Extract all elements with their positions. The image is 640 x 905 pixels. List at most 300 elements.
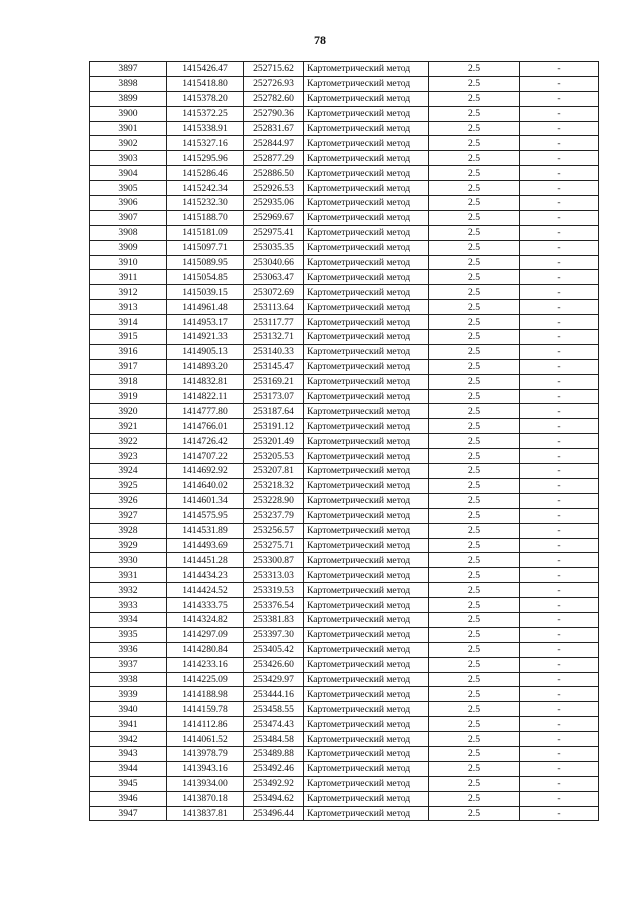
accuracy-cell: 2.5 <box>429 91 520 106</box>
x-coordinate-cell: 1415418.80 <box>167 76 244 91</box>
description-cell: - <box>520 657 599 672</box>
accuracy-cell: 2.5 <box>429 121 520 136</box>
method-cell: Картометрический метод <box>304 76 429 91</box>
x-coordinate-cell: 1415089.95 <box>167 255 244 270</box>
x-coordinate-cell: 1415286.46 <box>167 166 244 181</box>
table-row <box>90 449 599 464</box>
point-number-cell: 3920 <box>90 404 167 419</box>
description-cell: - <box>520 434 599 449</box>
table-row <box>90 612 599 627</box>
y-coordinate-cell: 253113.64 <box>244 300 304 315</box>
point-number-cell: 3905 <box>90 181 167 196</box>
point-number-cell: 3929 <box>90 538 167 553</box>
table-row <box>90 702 599 717</box>
point-number-cell: 3913 <box>90 300 167 315</box>
table-row <box>90 196 599 211</box>
y-coordinate-cell: 253187.64 <box>244 404 304 419</box>
accuracy-cell: 2.5 <box>429 508 520 523</box>
description-cell: - <box>520 806 599 821</box>
method-cell: Картометрический метод <box>304 478 429 493</box>
accuracy-cell: 2.5 <box>429 210 520 225</box>
point-number-cell: 3945 <box>90 776 167 791</box>
point-number-cell: 3917 <box>90 359 167 374</box>
point-number-cell: 3911 <box>90 270 167 285</box>
description-cell: - <box>520 538 599 553</box>
method-cell: Картометрический метод <box>304 240 429 255</box>
y-coordinate-cell: 253191.12 <box>244 419 304 434</box>
accuracy-cell: 2.5 <box>429 374 520 389</box>
table-row <box>90 493 599 508</box>
x-coordinate-cell: 1414640.02 <box>167 478 244 493</box>
point-number-cell: 3938 <box>90 672 167 687</box>
y-coordinate-cell: 253063.47 <box>244 270 304 285</box>
table-row <box>90 806 599 821</box>
accuracy-cell: 2.5 <box>429 598 520 613</box>
x-coordinate-cell: 1414601.34 <box>167 493 244 508</box>
method-cell: Картометрический метод <box>304 657 429 672</box>
method-cell: Картометрический метод <box>304 746 429 761</box>
table-row <box>90 62 599 77</box>
accuracy-cell: 2.5 <box>429 538 520 553</box>
x-coordinate-cell: 1413978.79 <box>167 746 244 761</box>
y-coordinate-cell: 253381.83 <box>244 612 304 627</box>
description-cell: - <box>520 717 599 732</box>
table-row <box>90 389 599 404</box>
x-coordinate-cell: 1414575.95 <box>167 508 244 523</box>
description-cell: - <box>520 374 599 389</box>
description-cell: - <box>520 181 599 196</box>
point-number-cell: 3943 <box>90 746 167 761</box>
x-coordinate-cell: 1414451.28 <box>167 553 244 568</box>
accuracy-cell: 2.5 <box>429 687 520 702</box>
description-cell: - <box>520 389 599 404</box>
table-row <box>90 121 599 136</box>
x-coordinate-cell: 1414692.92 <box>167 464 244 479</box>
description-cell: - <box>520 121 599 136</box>
x-coordinate-cell: 1415039.15 <box>167 285 244 300</box>
method-cell: Картометрический метод <box>304 761 429 776</box>
description-cell: - <box>520 687 599 702</box>
point-number-cell: 3904 <box>90 166 167 181</box>
description-cell: - <box>520 612 599 627</box>
method-cell: Картометрический метод <box>304 270 429 285</box>
x-coordinate-cell: 1414297.09 <box>167 627 244 642</box>
accuracy-cell: 2.5 <box>429 106 520 121</box>
accuracy-cell: 2.5 <box>429 627 520 642</box>
table-row <box>90 255 599 270</box>
description-cell: - <box>520 240 599 255</box>
method-cell: Картометрический метод <box>304 225 429 240</box>
x-coordinate-cell: 1413934.00 <box>167 776 244 791</box>
table-row <box>90 166 599 181</box>
description-cell: - <box>520 300 599 315</box>
accuracy-cell: 2.5 <box>429 493 520 508</box>
method-cell: Картометрический метод <box>304 627 429 642</box>
accuracy-cell: 2.5 <box>429 151 520 166</box>
description-cell: - <box>520 776 599 791</box>
accuracy-cell: 2.5 <box>429 702 520 717</box>
y-coordinate-cell: 253218.32 <box>244 478 304 493</box>
description-cell: - <box>520 315 599 330</box>
x-coordinate-cell: 1414188.98 <box>167 687 244 702</box>
description-cell: - <box>520 672 599 687</box>
x-coordinate-cell: 1414726.42 <box>167 434 244 449</box>
x-coordinate-cell: 1415188.70 <box>167 210 244 225</box>
point-number-cell: 3903 <box>90 151 167 166</box>
x-coordinate-cell: 1415242.34 <box>167 181 244 196</box>
table-row <box>90 330 599 345</box>
accuracy-cell: 2.5 <box>429 300 520 315</box>
x-coordinate-cell: 1414953.17 <box>167 315 244 330</box>
point-number-cell: 3901 <box>90 121 167 136</box>
description-cell: - <box>520 493 599 508</box>
method-cell: Картометрический метод <box>304 419 429 434</box>
x-coordinate-cell: 1414280.84 <box>167 642 244 657</box>
y-coordinate-cell: 253458.55 <box>244 702 304 717</box>
method-cell: Картометрический метод <box>304 404 429 419</box>
method-cell: Картометрический метод <box>304 583 429 598</box>
method-cell: Картометрический метод <box>304 91 429 106</box>
accuracy-cell: 2.5 <box>429 434 520 449</box>
y-coordinate-cell: 253494.62 <box>244 791 304 806</box>
accuracy-cell: 2.5 <box>429 761 520 776</box>
description-cell: - <box>520 151 599 166</box>
method-cell: Картометрический метод <box>304 806 429 821</box>
y-coordinate-cell: 253169.21 <box>244 374 304 389</box>
description-cell: - <box>520 702 599 717</box>
description-cell: - <box>520 523 599 538</box>
point-number-cell: 3930 <box>90 553 167 568</box>
table-row <box>90 374 599 389</box>
accuracy-cell: 2.5 <box>429 136 520 151</box>
y-coordinate-cell: 252726.93 <box>244 76 304 91</box>
point-number-cell: 3926 <box>90 493 167 508</box>
y-coordinate-cell: 253072.69 <box>244 285 304 300</box>
x-coordinate-cell: 1415372.25 <box>167 106 244 121</box>
table-row <box>90 136 599 151</box>
method-cell: Картометрический метод <box>304 196 429 211</box>
accuracy-cell: 2.5 <box>429 240 520 255</box>
y-coordinate-cell: 253228.90 <box>244 493 304 508</box>
y-coordinate-cell: 253319.53 <box>244 583 304 598</box>
accuracy-cell: 2.5 <box>429 732 520 747</box>
description-cell: - <box>520 91 599 106</box>
description-cell: - <box>520 627 599 642</box>
point-number-cell: 3935 <box>90 627 167 642</box>
point-number-cell: 3914 <box>90 315 167 330</box>
description-cell: - <box>520 404 599 419</box>
description-cell: - <box>520 419 599 434</box>
description-cell: - <box>520 76 599 91</box>
description-cell: - <box>520 166 599 181</box>
y-coordinate-cell: 252975.41 <box>244 225 304 240</box>
x-coordinate-cell: 1414961.48 <box>167 300 244 315</box>
method-cell: Картометрический метод <box>304 791 429 806</box>
x-coordinate-cell: 1415295.96 <box>167 151 244 166</box>
table-row <box>90 598 599 613</box>
y-coordinate-cell: 252844.97 <box>244 136 304 151</box>
y-coordinate-cell: 253426.60 <box>244 657 304 672</box>
point-number-cell: 3941 <box>90 717 167 732</box>
description-cell: - <box>520 746 599 761</box>
method-cell: Картометрический метод <box>304 553 429 568</box>
y-coordinate-cell: 253397.30 <box>244 627 304 642</box>
x-coordinate-cell: 1414905.13 <box>167 344 244 359</box>
coordinates-table-body <box>90 62 599 821</box>
x-coordinate-cell: 1415232.30 <box>167 196 244 211</box>
description-cell: - <box>520 598 599 613</box>
y-coordinate-cell: 253117.77 <box>244 315 304 330</box>
point-number-cell: 3906 <box>90 196 167 211</box>
accuracy-cell: 2.5 <box>429 270 520 285</box>
accuracy-cell: 2.5 <box>429 672 520 687</box>
method-cell: Картометрический метод <box>304 255 429 270</box>
table-row <box>90 523 599 538</box>
description-cell: - <box>520 136 599 151</box>
accuracy-cell: 2.5 <box>429 449 520 464</box>
y-coordinate-cell: 253132.71 <box>244 330 304 345</box>
table-row <box>90 181 599 196</box>
description-cell: - <box>520 106 599 121</box>
y-coordinate-cell: 253489.88 <box>244 746 304 761</box>
point-number-cell: 3940 <box>90 702 167 717</box>
method-cell: Картометрический метод <box>304 732 429 747</box>
point-number-cell: 3900 <box>90 106 167 121</box>
description-cell: - <box>520 344 599 359</box>
point-number-cell: 3937 <box>90 657 167 672</box>
y-coordinate-cell: 252790.36 <box>244 106 304 121</box>
y-coordinate-cell: 253256.57 <box>244 523 304 538</box>
x-coordinate-cell: 1414707.22 <box>167 449 244 464</box>
table-row <box>90 151 599 166</box>
y-coordinate-cell: 252715.62 <box>244 62 304 77</box>
y-coordinate-cell: 253140.33 <box>244 344 304 359</box>
point-number-cell: 3921 <box>90 419 167 434</box>
x-coordinate-cell: 1414424.52 <box>167 583 244 598</box>
method-cell: Картометрический метод <box>304 449 429 464</box>
method-cell: Картометрический метод <box>304 136 429 151</box>
accuracy-cell: 2.5 <box>429 359 520 374</box>
table-row <box>90 419 599 434</box>
method-cell: Картометрический метод <box>304 776 429 791</box>
table-row <box>90 732 599 747</box>
y-coordinate-cell: 253444.16 <box>244 687 304 702</box>
x-coordinate-cell: 1415426.47 <box>167 62 244 77</box>
point-number-cell: 3909 <box>90 240 167 255</box>
x-coordinate-cell: 1414493.69 <box>167 538 244 553</box>
description-cell: - <box>520 642 599 657</box>
point-number-cell: 3933 <box>90 598 167 613</box>
method-cell: Картометрический метод <box>304 359 429 374</box>
x-coordinate-cell: 1414777.80 <box>167 404 244 419</box>
y-coordinate-cell: 252926.53 <box>244 181 304 196</box>
method-cell: Картометрический метод <box>304 285 429 300</box>
point-number-cell: 3923 <box>90 449 167 464</box>
table-row <box>90 687 599 702</box>
description-cell: - <box>520 285 599 300</box>
x-coordinate-cell: 1414822.11 <box>167 389 244 404</box>
description-cell: - <box>520 359 599 374</box>
x-coordinate-cell: 1414531.89 <box>167 523 244 538</box>
table-row <box>90 434 599 449</box>
table-row <box>90 746 599 761</box>
y-coordinate-cell: 253035.35 <box>244 240 304 255</box>
accuracy-cell: 2.5 <box>429 464 520 479</box>
description-cell: - <box>520 464 599 479</box>
x-coordinate-cell: 1415338.91 <box>167 121 244 136</box>
accuracy-cell: 2.5 <box>429 76 520 91</box>
description-cell: - <box>520 196 599 211</box>
method-cell: Картометрический метод <box>304 106 429 121</box>
accuracy-cell: 2.5 <box>429 285 520 300</box>
x-coordinate-cell: 1414921.33 <box>167 330 244 345</box>
point-number-cell: 3919 <box>90 389 167 404</box>
accuracy-cell: 2.5 <box>429 612 520 627</box>
point-number-cell: 3944 <box>90 761 167 776</box>
method-cell: Картометрический метод <box>304 166 429 181</box>
x-coordinate-cell: 1414324.82 <box>167 612 244 627</box>
accuracy-cell: 2.5 <box>429 389 520 404</box>
method-cell: Картометрический метод <box>304 672 429 687</box>
x-coordinate-cell: 1413837.81 <box>167 806 244 821</box>
method-cell: Картометрический метод <box>304 181 429 196</box>
description-cell: - <box>520 210 599 225</box>
method-cell: Картометрический метод <box>304 687 429 702</box>
x-coordinate-cell: 1415181.09 <box>167 225 244 240</box>
table-row <box>90 761 599 776</box>
method-cell: Картометрический метод <box>304 612 429 627</box>
description-cell: - <box>520 568 599 583</box>
accuracy-cell: 2.5 <box>429 62 520 77</box>
y-coordinate-cell: 253313.03 <box>244 568 304 583</box>
point-number-cell: 3918 <box>90 374 167 389</box>
point-number-cell: 3932 <box>90 583 167 598</box>
table-row <box>90 583 599 598</box>
accuracy-cell: 2.5 <box>429 315 520 330</box>
x-coordinate-cell: 1415097.71 <box>167 240 244 255</box>
y-coordinate-cell: 252935.06 <box>244 196 304 211</box>
description-cell: - <box>520 553 599 568</box>
description-cell: - <box>520 761 599 776</box>
description-cell: - <box>520 255 599 270</box>
table-row <box>90 359 599 374</box>
accuracy-cell: 2.5 <box>429 746 520 761</box>
method-cell: Картометрический метод <box>304 121 429 136</box>
x-coordinate-cell: 1414434.23 <box>167 568 244 583</box>
method-cell: Картометрический метод <box>304 330 429 345</box>
table-row <box>90 285 599 300</box>
accuracy-cell: 2.5 <box>429 478 520 493</box>
point-number-cell: 3947 <box>90 806 167 821</box>
method-cell: Картометрический метод <box>304 642 429 657</box>
accuracy-cell: 2.5 <box>429 404 520 419</box>
point-number-cell: 3897 <box>90 62 167 77</box>
method-cell: Картометрический метод <box>304 344 429 359</box>
accuracy-cell: 2.5 <box>429 553 520 568</box>
description-cell: - <box>520 270 599 285</box>
table-row <box>90 270 599 285</box>
point-number-cell: 3934 <box>90 612 167 627</box>
table-row <box>90 240 599 255</box>
method-cell: Картометрический метод <box>304 389 429 404</box>
point-number-cell: 3946 <box>90 791 167 806</box>
accuracy-cell: 2.5 <box>429 330 520 345</box>
point-number-cell: 3910 <box>90 255 167 270</box>
y-coordinate-cell: 252831.67 <box>244 121 304 136</box>
y-coordinate-cell: 253492.46 <box>244 761 304 776</box>
point-number-cell: 3898 <box>90 76 167 91</box>
accuracy-cell: 2.5 <box>429 419 520 434</box>
method-cell: Картометрический метод <box>304 300 429 315</box>
point-number-cell: 3939 <box>90 687 167 702</box>
table-row <box>90 717 599 732</box>
point-number-cell: 3927 <box>90 508 167 523</box>
description-cell: - <box>520 583 599 598</box>
y-coordinate-cell: 253496.44 <box>244 806 304 821</box>
y-coordinate-cell: 253300.87 <box>244 553 304 568</box>
x-coordinate-cell: 1415327.16 <box>167 136 244 151</box>
y-coordinate-cell: 253207.81 <box>244 464 304 479</box>
accuracy-cell: 2.5 <box>429 523 520 538</box>
description-cell: - <box>520 732 599 747</box>
y-coordinate-cell: 253040.66 <box>244 255 304 270</box>
method-cell: Картометрический метод <box>304 434 429 449</box>
accuracy-cell: 2.5 <box>429 657 520 672</box>
table-row <box>90 464 599 479</box>
table-row <box>90 791 599 806</box>
point-number-cell: 3915 <box>90 330 167 345</box>
y-coordinate-cell: 253275.71 <box>244 538 304 553</box>
x-coordinate-cell: 1414233.16 <box>167 657 244 672</box>
y-coordinate-cell: 253484.58 <box>244 732 304 747</box>
y-coordinate-cell: 253429.97 <box>244 672 304 687</box>
table-row <box>90 657 599 672</box>
table-row <box>90 538 599 553</box>
method-cell: Картометрический метод <box>304 464 429 479</box>
method-cell: Картометрический метод <box>304 151 429 166</box>
y-coordinate-cell: 253237.79 <box>244 508 304 523</box>
accuracy-cell: 2.5 <box>429 166 520 181</box>
table-row <box>90 627 599 642</box>
y-coordinate-cell: 252969.67 <box>244 210 304 225</box>
table-row <box>90 225 599 240</box>
point-number-cell: 3942 <box>90 732 167 747</box>
accuracy-cell: 2.5 <box>429 344 520 359</box>
accuracy-cell: 2.5 <box>429 717 520 732</box>
description-cell: - <box>520 62 599 77</box>
accuracy-cell: 2.5 <box>429 776 520 791</box>
method-cell: Картометрический метод <box>304 493 429 508</box>
method-cell: Картометрический метод <box>304 702 429 717</box>
x-coordinate-cell: 1414061.52 <box>167 732 244 747</box>
description-cell: - <box>520 330 599 345</box>
description-cell: - <box>520 508 599 523</box>
table-row <box>90 344 599 359</box>
coordinates-table <box>89 61 599 821</box>
x-coordinate-cell: 1415054.85 <box>167 270 244 285</box>
point-number-cell: 3908 <box>90 225 167 240</box>
y-coordinate-cell: 253474.43 <box>244 717 304 732</box>
x-coordinate-cell: 1414766.01 <box>167 419 244 434</box>
x-coordinate-cell: 1414333.75 <box>167 598 244 613</box>
point-number-cell: 3902 <box>90 136 167 151</box>
table-row <box>90 553 599 568</box>
y-coordinate-cell: 252782.60 <box>244 91 304 106</box>
accuracy-cell: 2.5 <box>429 583 520 598</box>
table-row <box>90 478 599 493</box>
y-coordinate-cell: 253376.54 <box>244 598 304 613</box>
method-cell: Картометрический метод <box>304 598 429 613</box>
